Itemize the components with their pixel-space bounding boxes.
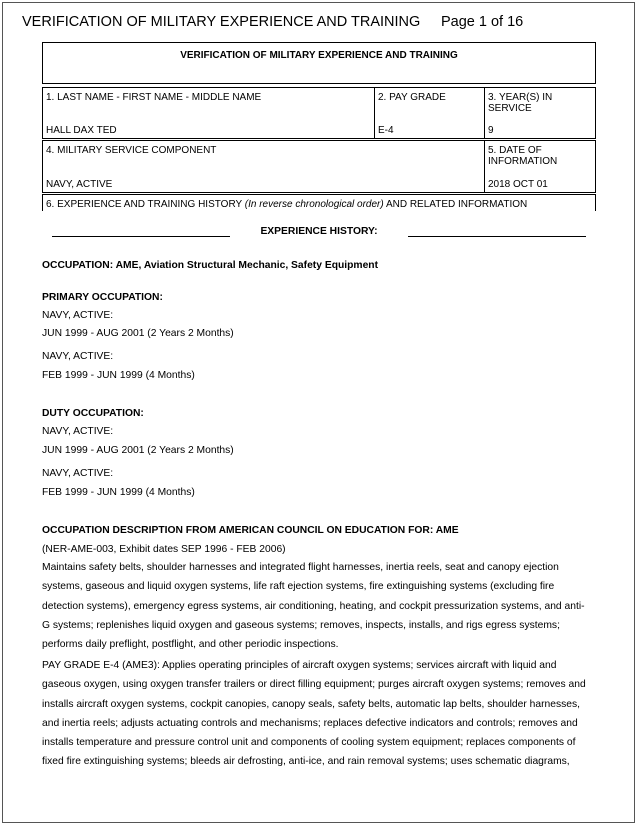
- experience-heading: EXPERIENCE HISTORY:: [260, 226, 378, 237]
- pay-grade-value: E-4: [378, 125, 394, 136]
- description-line: fixed fire extinguishing systems; bleeds air defrosting, anti-ice, and rain removal systems; uses schematic diagrams,: [42, 756, 570, 768]
- history-label-italic: (In reverse chronological order): [244, 199, 384, 210]
- years-label: [488, 92, 552, 114]
- description-line: detection systems), emergency egress systems, air conditioning, heating, and cockpit pressurization systems, and anti-: [42, 600, 585, 612]
- component-value: NAVY, ACTIVE: [46, 179, 113, 190]
- description-reference: (NER-AME-003, Exhibit dates SEP 1996 - FEB 2006): [42, 544, 286, 555]
- years-label-line2: SERVICE: [488, 103, 532, 114]
- description-line: G systems; replenishes liquid oxygen and gaseous systems; removes, inspects, installs, and rigs egress systems;: [42, 619, 560, 631]
- occupation-title: OCCUPATION: AME, Aviation Structural Mechanic, Safety Equipment: [42, 260, 379, 271]
- name-cell: [43, 88, 374, 138]
- description-line: Maintains safety belts, shoulder harnesses and integrated flight harnesses, inertia reels, seat and canopy ejection: [42, 562, 559, 573]
- description-line: and inertia reels; adjusts actuating controls and mechanisms; replaces defective indicators and controls; removes and: [42, 717, 578, 729]
- name-label: 1. LAST NAME - FIRST NAME - MIDDLE NAME: [46, 92, 262, 103]
- component-cell: [43, 141, 484, 192]
- header-title: VERIFICATION OF MILITARY EXPERIENCE AND TRAINING: [22, 14, 421, 30]
- date-cell: [484, 141, 595, 192]
- duty-dates: FEB 1999 - JUN 1999 (4 Months): [42, 487, 195, 498]
- pay-grade-label: 2. PAY GRADE: [378, 92, 446, 103]
- duty-component: NAVY, ACTIVE:: [42, 468, 114, 479]
- primary-dates: JUN 1999 - AUG 2001 (2 Years 2 Months): [42, 328, 234, 339]
- page-number: Page 1 of 16: [441, 14, 524, 30]
- duty-dates: JUN 1999 - AUG 2001 (2 Years 2 Months): [42, 445, 234, 456]
- pay-grade-cell: [374, 88, 484, 138]
- primary-component: NAVY, ACTIVE:: [42, 351, 114, 362]
- description-line: systems, gaseous and liquid oxygen systems, life raft ejection systems, fire extinguishing systems (excluding fire: [42, 581, 555, 593]
- description-paragraph-1: [42, 558, 602, 654]
- date-label: [488, 145, 557, 167]
- date-label-line1: 5. DATE OF: [488, 145, 542, 156]
- description-paragraph-2: [42, 656, 602, 772]
- years-value: 9: [488, 125, 494, 136]
- description-line: installs temperature and pressure control unit and components of cooling system equipment; replaces components of: [42, 737, 576, 749]
- primary-component: NAVY, ACTIVE:: [42, 310, 114, 321]
- description-line: performs daily preflight, postflight, and other periodic inspections.: [42, 639, 339, 651]
- description-line: installs aircraft oxygen systems, cockpit canopies, canopy seals, safety belts, automatic lap belts, shoulder harnesses,: [42, 698, 580, 710]
- form-row-name: [42, 87, 596, 139]
- description-line: PAY GRADE E-4 (AME3): Applies operating principles of aircraft oxygen systems; services aircraft with liquid and: [42, 660, 557, 671]
- form-row-component: [42, 140, 596, 193]
- history-label: [42, 194, 596, 211]
- duty-component: NAVY, ACTIVE:: [42, 426, 114, 437]
- name-value: HALL DAX TED: [46, 125, 117, 136]
- description-heading: OCCUPATION DESCRIPTION FROM AMERICAN COUNCIL ON EDUCATION FOR: AME: [42, 525, 459, 536]
- years-label-line1: 3. YEAR(S) IN: [488, 92, 553, 103]
- years-cell: [484, 88, 595, 138]
- primary-dates: FEB 1999 - JUN 1999 (4 Months): [42, 370, 195, 381]
- component-label: 4. MILITARY SERVICE COMPONENT: [46, 145, 217, 156]
- form-title: VERIFICATION OF MILITARY EXPERIENCE AND TRAINING: [42, 42, 596, 84]
- history-label-a: 6. EXPERIENCE AND TRAINING HISTORY: [46, 199, 245, 210]
- duty-heading: DUTY OCCUPATION:: [42, 408, 144, 419]
- description-line: gaseous oxygen, using oxygen transfer trailers or direct filling equipment; purges aircraft oxygen systems; removes and: [42, 679, 586, 691]
- date-label-line2: INFORMATION: [488, 156, 558, 167]
- history-label-c: AND RELATED INFORMATION: [383, 199, 528, 210]
- primary-heading: PRIMARY OCCUPATION:: [42, 292, 163, 303]
- date-value: 2018 OCT 01: [488, 179, 548, 190]
